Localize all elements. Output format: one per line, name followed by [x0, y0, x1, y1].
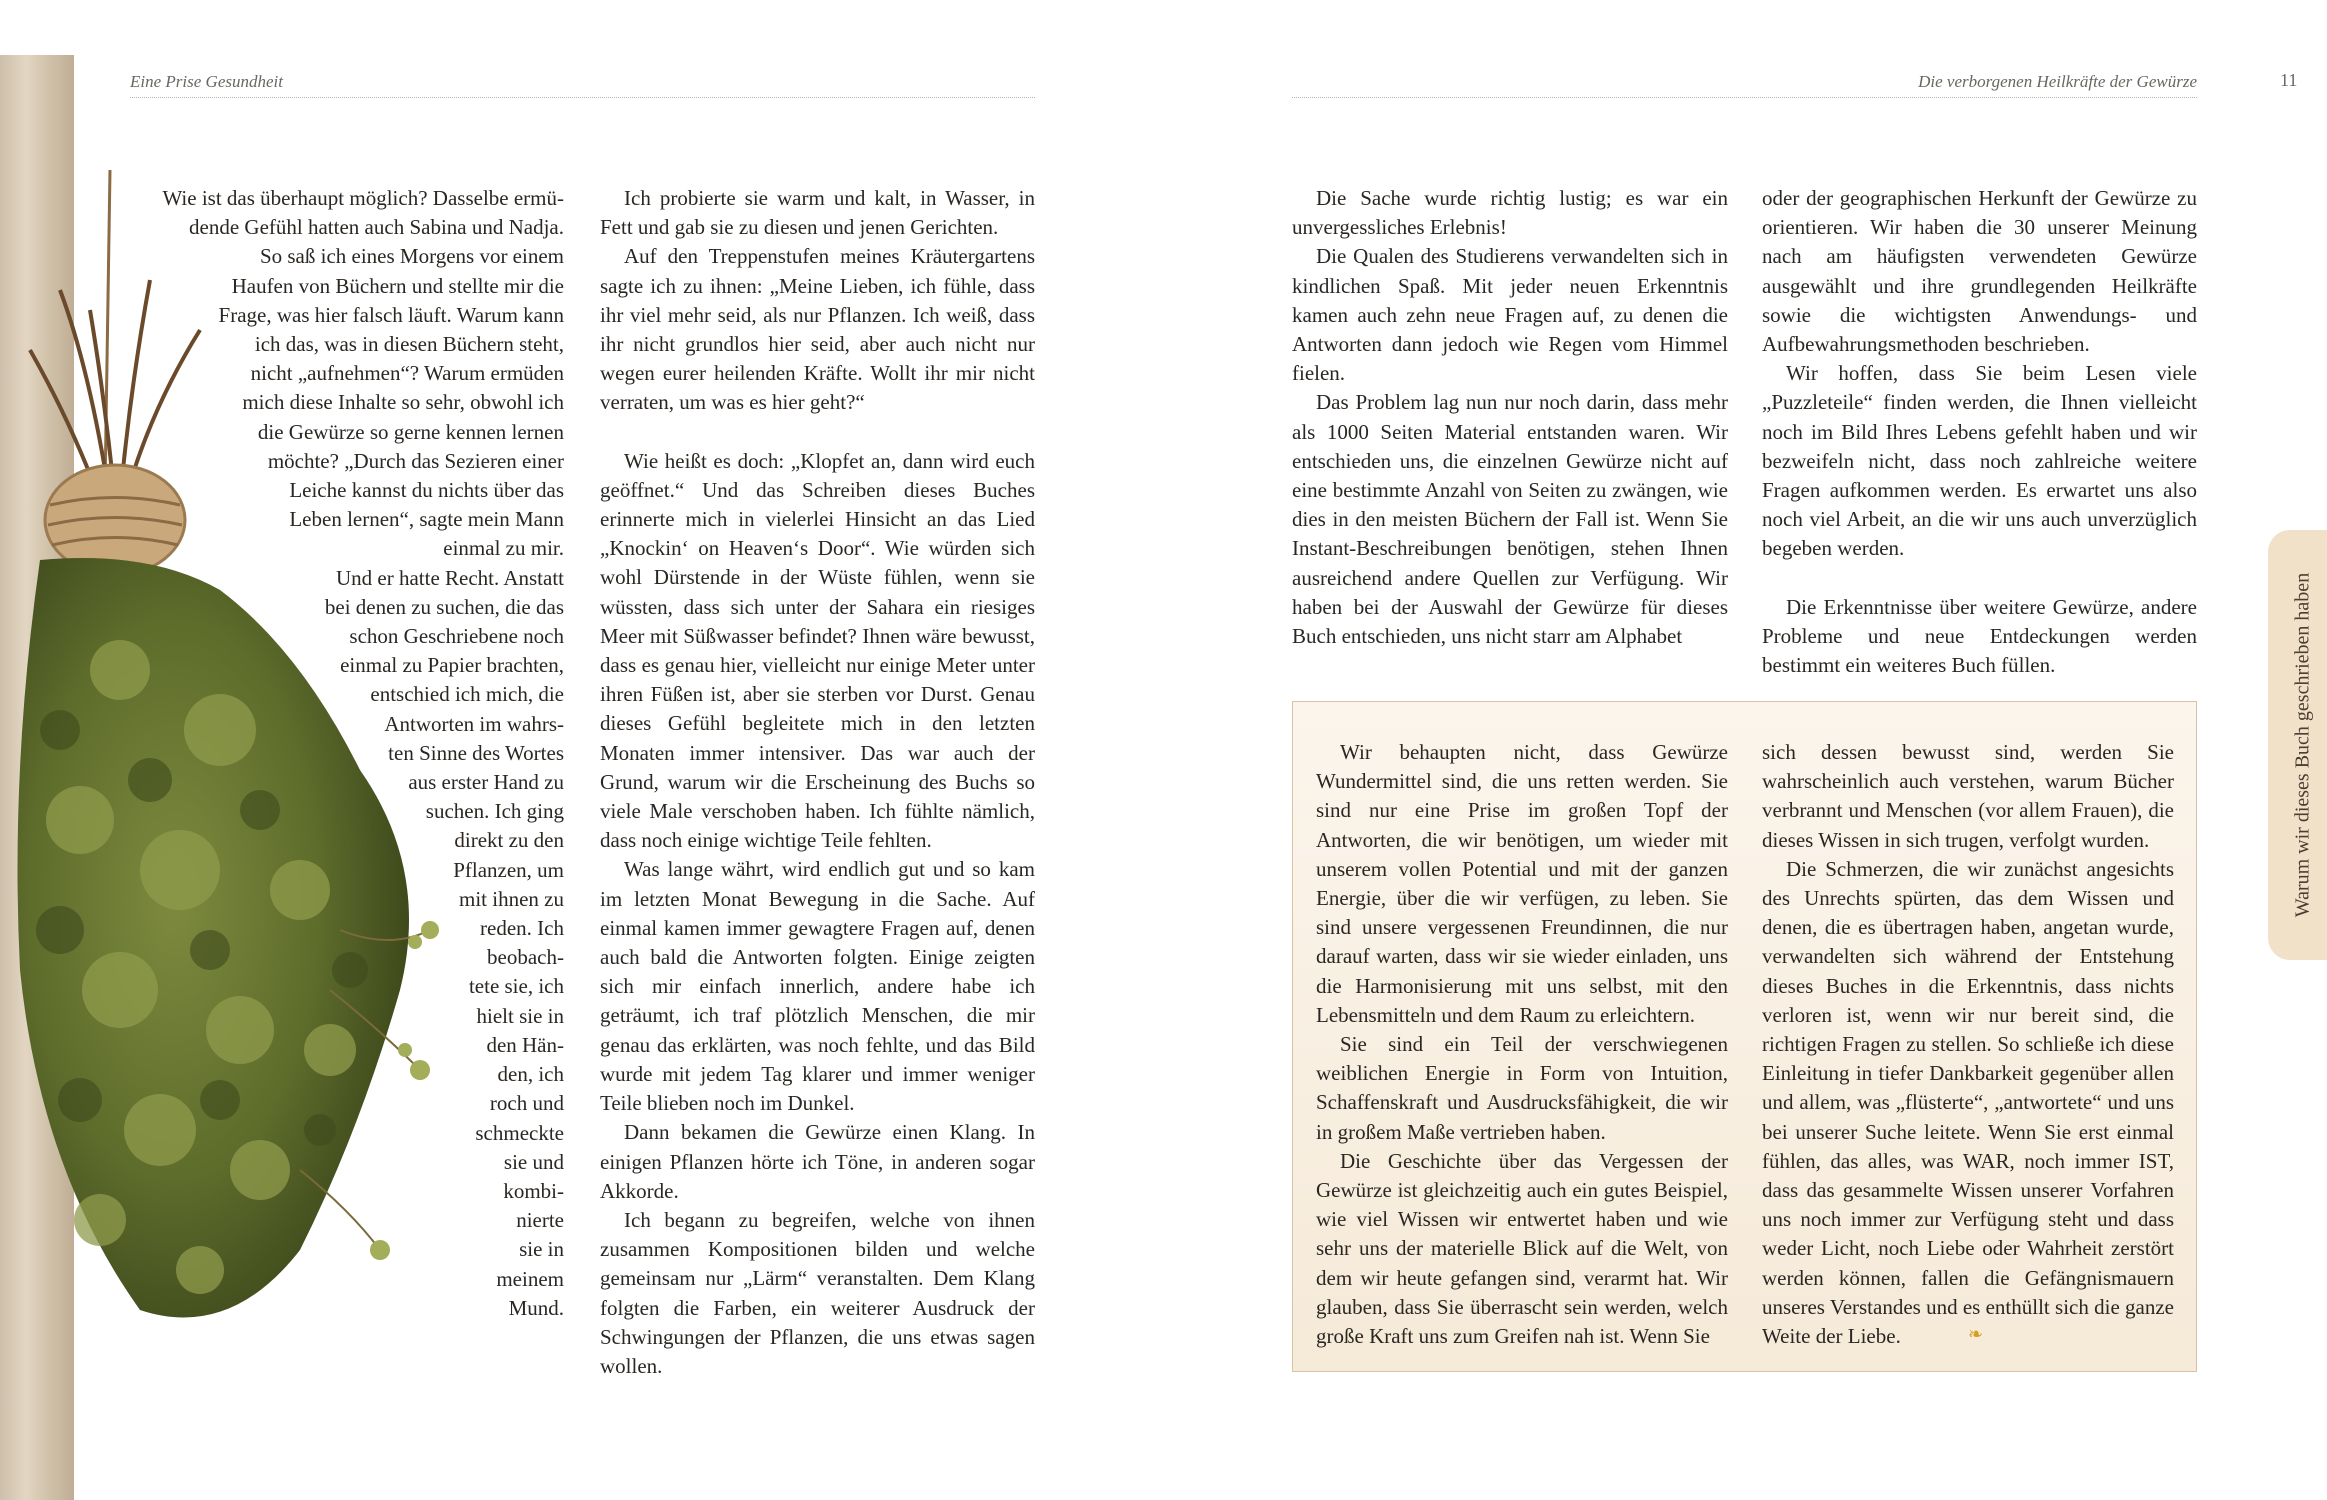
- text-line: den, ich: [497, 1062, 564, 1087]
- paragraph: Sie sind ein Teil der verschwiegenen weiblichen Energie in Form von Intuition, Schaffenskraft und Ausdrucksfähigkeit, die wir in großem Maße vertrieben haben.: [1316, 1032, 1728, 1144]
- paragraph: Ich begann zu begreifen, welche von ihnen zusammen Kompositionen bilden und welche gemeinsam nur „Lärm“ veranstalten. Dem Klang folgten die Farben, ein weiterer Ausdruck der Schwingungen der Pflanzen, die uns etwas sagen wollen.: [600, 1207, 1035, 1378]
- paragraph: Wie heißt es doch: „Klopfet an, dann wird euch geöffnet.“ Und das Schreiben dieses Buches erinnerte mich in vielerlei Hinsicht an das Lied „Knockin‘ on Heaven‘s Door“. Wie würden sich wohl Dürstende in der Wüste fühlen, wenn sie wüssten, dass sich unter der Sahara ein riesiges Meer mit Süßwasser befindet? Ihnen wäre bewusst, dass es genau hier, vielleicht nur einige Meter unter ihren Füßen ist, aber sie sterben vor Durst. Genau dieses Gefühl begleitete mich in den letzten Monaten immer intensiver. Das war auch der Grund, warum wir die Erscheinung des Buchs so viele Male verschoben haben. Ich fühlte nämlich, dass noch einige wichtige Teile fehlten.: [600, 448, 1035, 853]
- text-line: nicht „aufnehmen“? Warum ermüden: [250, 361, 564, 386]
- text-line: Antworten im wahrs-: [384, 711, 564, 736]
- side-tab-label: Warum wir dieses Buch geschrieben haben: [2291, 572, 2314, 918]
- paragraph: Die Erkenntnisse über weitere Gewürze, andere Probleme und neue Entdeckungen werden bestimmt ein weiteres Buch füllen.: [1762, 594, 2197, 678]
- text-line: sie in: [519, 1237, 564, 1262]
- left-page-column-1: [150, 184, 564, 1323]
- text-line: Wie ist das überhaupt möglich? Dasselbe ermü-: [162, 186, 564, 210]
- paragraph: Auf den Treppenstufen meines Kräutergartens sagte ich zu ihnen: „Meine Lieben, ich fühle, dass ihr viel mehr seid, als nur Pflanzen. Ich weiß, dass ihr nicht grundlos hier seid, aber auch nicht nur wegen eurer heilenden Kräfte. Wollt ihr mir nicht verraten, um was es hier geht?“: [600, 244, 1035, 415]
- text-line: möchte? „Durch das Sezieren einer: [267, 448, 564, 473]
- text-line: Leben lernen“, sagte mein Mann: [289, 507, 564, 532]
- text-line: suchen. Ich ging: [425, 799, 564, 824]
- paragraph: oder der geographischen Herkunft der Gewürze zu orientieren. Wir haben die 30 unserer Meinung nach am häufigsten verwendeten Gewürze ausgewählt und ihre grundlegenden Heilkräfte sowie die wichtigsten Anwendungs- und Aufbewahrungsmethoden beschrieben.: [1762, 186, 2197, 357]
- text-line: beobach-: [487, 945, 564, 970]
- paragraph: Die Schmerzen, die wir zunächst angesichts des Unrechts spürten, das dem Wissen und denen, die es übertragen haben, angetan wurde, verwandelten sich während der Entstehung dieses Buches in die Erkenntnis, dass nichts verloren ist, wenn wir nur bereit sind, die richtigen Fragen zu stellen. So schließe ich diese Einleitung in tiefer Dankbarkeit gegenüber allen und allem, was „flüsterte“, „antwortete“ und uns bei unserer Suche leitete. Wenn Sie erst einmal fühlen, das alles, was WAR, noch immer IST, dass das gesammelte Wissen unserer Vorfahren uns noch immer zur Verfügung steht und dass weder Licht, noch Liebe oder Wahrheit zerstört werden können, fallen die Gefängnismauern unseres Verstandes und es enthüllt sich die ganze Weite der Liebe.: [1762, 856, 2174, 1349]
- paragraph: Wir behaupten nicht, dass Gewürze Wundermittel sind, die uns retten werden. Sie sind nur eine Prise im großen Topf der Antworten, die wir benötigen, um wieder mit unserem vollen Potential und mit der ganzen Energie, über die wir verfügen, zu leben. Sie sind unsere vergessenen Freundinnen, die nur darauf warten, dass wir sie wieder einladen, uns die Harmonisierung mit uns selbst, mit den Lebensmitteln und dem Raum zu erleichtern.: [1316, 740, 1728, 1027]
- page-number-right: 11: [2280, 70, 2298, 90]
- right-page-column-1: [1292, 184, 1728, 651]
- header-rule-left: [130, 97, 1035, 98]
- right-page-column-2: [1762, 184, 2197, 680]
- text-line: entschied ich mich, die: [370, 682, 564, 707]
- text-line: den Hän-: [486, 1032, 564, 1057]
- text-line: einmal zu Papier brachten,: [340, 653, 564, 678]
- box-column-1: [1316, 738, 1728, 1351]
- text-line: schmeckte: [475, 1120, 564, 1145]
- text-line: Mund.: [508, 1295, 564, 1320]
- text-line: Leiche kannst du nichts über das: [289, 478, 564, 503]
- text-line: die Gewürze so gerne kennen lernen: [257, 419, 564, 444]
- text-line: ich das, was in diesen Büchern steht,: [254, 332, 564, 357]
- box-column-2: [1762, 738, 2174, 1351]
- text-line: Frage, was hier falsch läuft. Warum kann: [218, 302, 564, 327]
- text-line: hielt sie in: [476, 1003, 564, 1028]
- paragraph: Die Qualen des Studierens verwandelten sich in kindlichen Spaß. Mit jeder neuen Erkenntnis kamen auch zehn neue Fragen auf, zu denen die Antworten dann jedoch wie Regen vom Himmel fielen.: [1292, 244, 1728, 386]
- paragraph: Ich probierte sie warm und kalt, in Wasser, in Fett und gab sie zu diesen und jenen Gerichten.: [600, 186, 1035, 240]
- text-line: dende Gefühl hatten auch Sabina und Nadja.: [189, 215, 564, 240]
- running-head-right: Die verborgenen Heilkräfte der Gewürze: [1918, 72, 2197, 91]
- text-line: reden. Ich: [480, 916, 564, 941]
- left-page-column-2: [600, 184, 1035, 1381]
- chapter-side-tab[interactable]: [2268, 530, 2327, 960]
- text-line: sie und: [503, 1149, 564, 1174]
- text-line: So saß ich eines Morgens vor einem: [259, 244, 564, 269]
- text-line: nierte: [516, 1208, 564, 1233]
- text-line: Haufen von Büchern und stellte mir die: [231, 273, 564, 298]
- paragraph: Das Problem lag nun nur noch darin, dass mehr als 1000 Seiten Material entstanden waren. Wir entschieden uns, die einzelnen Gewürze nicht auf eine bestimmte Anzahl von Seiten zu zwängen, wie dies in den meisten Büchern der Fall ist. Wenn Sie Instant-Beschreibungen benötigen, stehen Ihnen ausreichend andere Quellen zur Verfügung. Wir haben bei der Auswahl der Gewürze für dieses Buch entschieden, uns nicht starr am Alphabet: [1292, 390, 1728, 649]
- text-line: einmal zu mir.: [443, 536, 564, 561]
- text-line: mich diese Inhalte so sehr, obwohl ich: [242, 390, 564, 415]
- paragraph: Wir hoffen, dass Sie beim Lesen viele „Puzzleteile“ finden werden, die Ihnen vielleicht noch im Bild Ihres Lebens gefehlt haben und wir bezweifeln nicht, dass noch zahlreiche weitere Fragen aufkommen werden. Es erwartet uns also noch viel Arbeit, an die wir uns auch unverzüglich begeben werden.: [1762, 361, 2197, 561]
- text-line: tete sie, ich: [468, 974, 564, 999]
- text-line: meinem: [496, 1266, 564, 1291]
- paragraph: sich dessen bewusst sind, werden Sie wahrscheinlich auch verstehen, warum Bücher verbrannt und Menschen (vor allem Frauen), die dieses Wissen in sich trugen, verfolgt wurden.: [1762, 740, 2174, 852]
- text-line: roch und: [489, 1091, 564, 1116]
- running-head-left: Eine Prise Gesundheit: [130, 72, 283, 91]
- ornament-icon: ❧: [1968, 1324, 1984, 1344]
- text-line: bei denen zu suchen, die das: [324, 594, 564, 619]
- header-rule-right: [1292, 97, 2197, 98]
- paragraph: Die Sache wurde richtig lustig; es war ein unvergessliches Erlebnis!: [1292, 186, 1728, 240]
- text-line: Und er hatte Recht. Anstatt: [335, 565, 564, 590]
- text-line: aus erster Hand zu: [408, 770, 564, 795]
- text-line: kombi-: [503, 1178, 564, 1203]
- paragraph: Dann bekamen die Gewürze einen Klang. In einigen Pflanzen hörte ich Töne, in anderen sogar Akkorde.: [600, 1120, 1035, 1203]
- paragraph: Die Geschichte über das Vergessen der Gewürze ist gleichzeitig auch ein gutes Beispiel, wie viel Wissen wir entwertet haben und wie sehr uns der materielle Blick auf die Welt, von dem wir heute gefangen sind, verarmt hat. Wir glauben, dass Sie überrascht sein werden, welch große Kraft uns zum Greifen nah ist. Wenn Sie: [1316, 1148, 1728, 1349]
- text-line: Pflanzen, um: [453, 857, 564, 882]
- text-line: mit ihnen zu: [459, 886, 564, 911]
- paragraph: Was lange währt, wird endlich gut und so kam im letzten Monat Bewegung in die Sache. Auf einmal kamen immer gewagtere Fragen auf, denen auch bald die Antworten folgten. Einige zeigten sich mir einfach innerlich, andere habe ich geträumt, ich traf plötzlich Menschen, die mir genau das erklärten, was noch fehlte, und das Bild wurde mit jedem Tag klarer und immer weniger Teile blieben noch im Dunkel.: [600, 857, 1035, 1116]
- text-line: ten Sinne des Wortes: [388, 740, 564, 765]
- text-line: direkt zu den: [454, 828, 564, 853]
- text-line: schon Geschriebene noch: [349, 624, 564, 649]
